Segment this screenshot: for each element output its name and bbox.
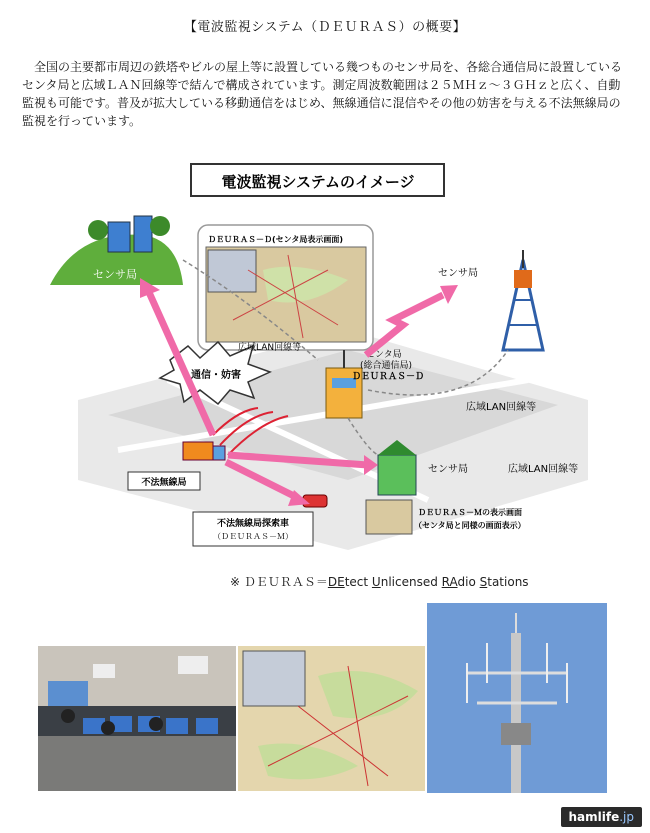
center-label-2: (総合通信局) bbox=[360, 361, 413, 371]
sensor-center-building bbox=[378, 455, 416, 495]
sensor-center-label: センサ局 bbox=[428, 464, 468, 475]
deuras-system-diagram bbox=[48, 150, 608, 560]
illegal-station-label: 不法無線局 bbox=[141, 478, 187, 488]
wan-label-2: 広域LAN回線等 bbox=[466, 402, 537, 413]
search-car-label-1: 不法無線局探索車 bbox=[216, 519, 290, 529]
m-screen-label-2: （センタ局と同様の画面表示） bbox=[414, 521, 526, 530]
deuras-screen-photo bbox=[238, 646, 425, 791]
intro-paragraph: 全国の主要都市周辺の鉄塔やビルの屋上等に設置している幾つものセンサ局を、各総合通信局に設置しているセンタ局と広域ＬＡＮ回線等で結んで構成されています。測定周波数範囲は２５ＭＨｚ～３ＧＨｚと広く、自動監視も可能です。普及が拡大している移動通信をはじめ、無線通信に混信やその他の妨害を与える不法無線局の監視を行っています。 bbox=[22, 60, 623, 128]
wan-label-1: 広域LAN回線等 bbox=[238, 343, 302, 353]
sensor-left-label: センサ局 bbox=[93, 268, 137, 281]
hamlife-logo: hamlife.jp bbox=[561, 807, 643, 827]
search-car-label-2: （ＤＥＵＲＡＳ－Ｍ） bbox=[213, 532, 293, 541]
diagram-heading: 電波監視システムのイメージ bbox=[221, 173, 415, 191]
m-screen-label-1: ＤＥＵＲＡＳ－Ｍの表示画面 bbox=[418, 508, 522, 517]
wan-label-3: 広域LAN回線等 bbox=[508, 464, 579, 475]
illegal-station-truck bbox=[183, 442, 213, 460]
monitoring-room-photo bbox=[38, 646, 236, 791]
center-label-3: ＤＥＵＲＡＳ－Ｄ bbox=[352, 372, 425, 382]
sensor-right-label: センサ局 bbox=[438, 268, 478, 279]
search-car bbox=[303, 495, 327, 507]
center-screen-caption: ＤＥＵＲＡＳ－Ｄ(センタ局表示画面) bbox=[208, 235, 343, 244]
m-screen-thumbnail bbox=[366, 500, 412, 534]
interference-label: 通信・妨害 bbox=[191, 370, 241, 381]
deuras-footnote: ※ ＤＥＵＲＡＳ＝DEtect Unlicensed RAdio Stations bbox=[230, 575, 529, 589]
document-title: 【電波監視システム（ＤＥＵＲＡＳ）の概要】 bbox=[183, 20, 467, 35]
center-label-1: センタ局 bbox=[366, 350, 402, 360]
sensor-antenna-photo bbox=[427, 603, 607, 793]
